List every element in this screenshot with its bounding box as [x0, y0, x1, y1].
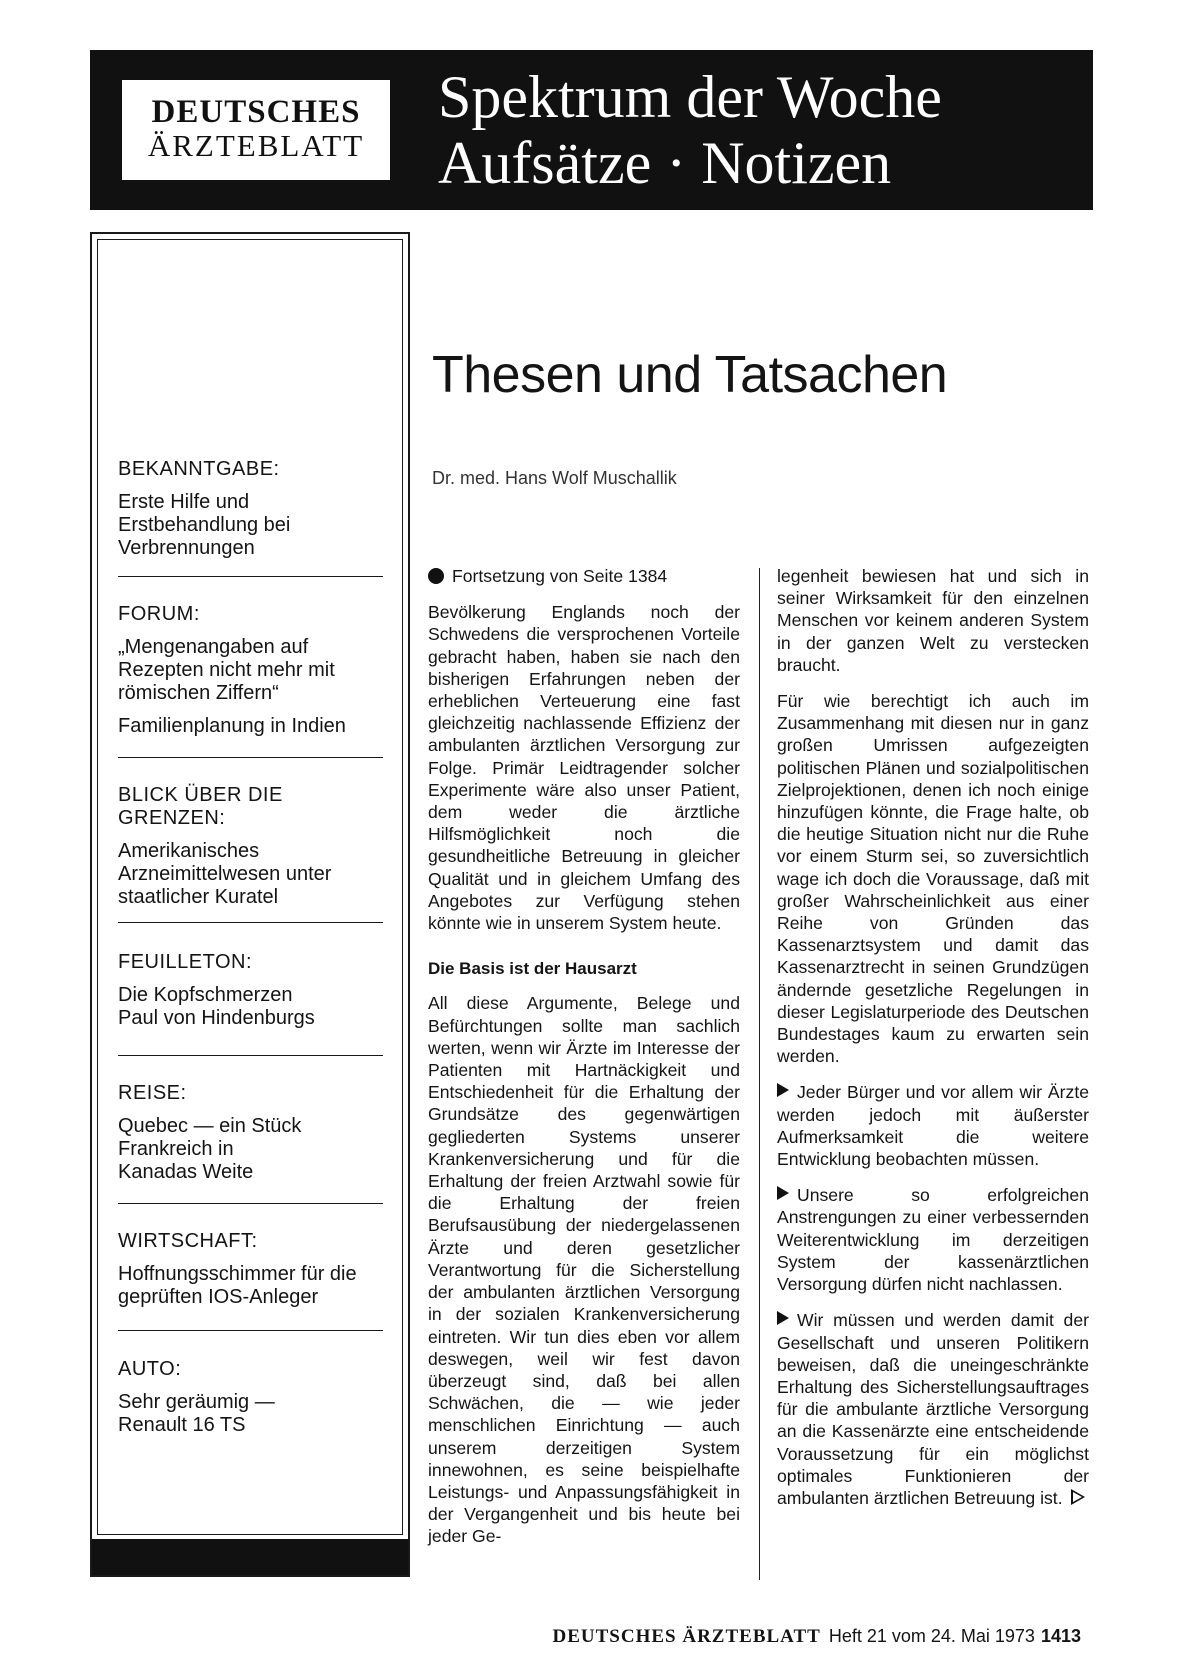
- sidebar-divider: [118, 1203, 383, 1204]
- article-paragraph: Für wie berechtigt ich auch im Zusammenhang mit diesen nur in ganz großen Umrissen aufgezeigten politischen Plänen und sozialpolitischen Zielprojektionen, denen ich noch einige hinzufügen könnte, die Frage halte, ob die heutige Situation nicht nur die Ruhe vor einem Sturm sei, so zuversichtlich wage ich doch die Voraussage, daß mit großer Wahrscheinlichkeit aus einer Reihe von Gründen das Kassenarztsystem und damit das Kassenarztrecht in seinen Grundzügen ändernde gesetzliche Regelungen in dieser Legislaturperiode des Deutschen Bundestages kaum zu erwarten sein werden.: [777, 691, 1089, 1067]
- logo-line-1: DEUTSCHES: [151, 94, 361, 130]
- section-title-line-1: Spektrum der Woche: [438, 64, 942, 130]
- sidebar-divider: [118, 922, 383, 923]
- bullet-paragraph: [777, 1081, 1089, 1170]
- sidebar-entry: Familienplanung in Indien: [118, 715, 346, 737]
- continuation-text: Fortsetzung von Seite 1384: [452, 566, 668, 586]
- sidebar-section-heading: BLICK ÜBER DIE GRENZEN:: [118, 784, 283, 829]
- sidebar-section-heading: AUTO:: [118, 1358, 182, 1380]
- sidebar-section-heading: REISE:: [118, 1082, 187, 1104]
- article-paragraph: Bevölkerung Englands noch der Schwedens die versprochenen Vorteile gebracht haben, haben sie nach den bisherigen Erfahrungen neben der erheblichen Verteuerung eine fast gleichzeitig nachlassende Effizienz der ambulanten ärztlichen Versorgung zur Folge. Primär Leidtragender solcher Experimente wäre also unser Patient, dem weder die ärztliche Hilfsmöglichkeit noch die gesundheitliche Betreuung in gleicher Qualität und in gleichem Umfang des Angebotes zur Verfügung stehen könnte wie in unserem System heute.: [428, 602, 740, 934]
- sidebar-entry: Hoffnungsschimmer für die geprüften IOS-Anleger: [118, 1263, 357, 1308]
- sidebar-section-heading: WIRTSCHAFT:: [118, 1230, 258, 1252]
- sidebar-entry: Die Kopfschmerzen Paul von Hindenburgs: [118, 984, 315, 1029]
- sidebar-entry: Quebec — ein Stück Frankreich in Kanadas Weite: [118, 1115, 302, 1183]
- end-of-article-icon: [1073, 1490, 1085, 1504]
- masthead: [90, 50, 1093, 210]
- logo-line-2: ÄRZTEBLATT: [147, 128, 365, 163]
- bullet-triangle-icon: [777, 1311, 789, 1325]
- bullet-triangle-icon: [777, 1186, 789, 1200]
- bullet-text: Unsere so erfolgreichen Anstrengungen zu einer verbessernden Weiterentwicklung im derzeitigen System der kassenärztlichen Versorgung dürfen nicht nachlassen.: [777, 1185, 1089, 1295]
- bullet-triangle-icon: [777, 1083, 789, 1097]
- footer-publication: DEUTSCHES ÄRZTEBLATT: [552, 1626, 821, 1647]
- sidebar-divider: [118, 576, 383, 577]
- article-column-right: [777, 565, 1089, 1523]
- sidebar-entry: Erste Hilfe und Erstbehandlung bei Verbrennungen: [118, 491, 291, 559]
- footer-issue: Heft 21 vom 24. Mai 1973: [828, 1626, 1035, 1646]
- sidebar-section: [118, 1358, 388, 1447]
- sidebar-section-heading: FORUM:: [118, 603, 200, 625]
- sidebar-divider: [118, 1330, 383, 1331]
- sidebar-entry: Sehr geräumig — Renault 16 TS: [118, 1391, 275, 1436]
- page-footer: [553, 1626, 1081, 1648]
- article-subheading: Die Basis ist der Hausarzt: [428, 959, 637, 979]
- sidebar-entry: Amerikanisches Arzneimittelwesen unter staatlicher Kuratel: [118, 840, 332, 908]
- section-title-line-2: Aufsätze · Notizen: [438, 130, 892, 196]
- bullet-dot-icon: [428, 568, 444, 584]
- sidebar-section: [118, 1230, 388, 1319]
- sidebar-divider: [118, 757, 383, 758]
- bullet-text: Jeder Bürger und vor allem wir Ärzte werden jedoch mit äußerster Aufmerksamkeit die weitere Entwicklung beobachten müssen.: [777, 1082, 1089, 1170]
- sidebar-divider: [118, 1055, 383, 1056]
- article-author: Dr. med. Hans Wolf Muschallik: [432, 468, 677, 488]
- sidebar-entry: „Mengenangaben auf Rezepten nicht mehr mit römischen Ziffern“: [118, 636, 335, 704]
- article-column-left: [428, 565, 740, 1562]
- publication-logo: [122, 80, 390, 180]
- continuation-note: [428, 565, 740, 587]
- article-paragraph: All diese Argumente, Belege und Befürchtungen sollte man sachlich werten, wenn wir Ärzte im Interesse der Patienten mit Hartnäckigkeit und Entschiedenheit für die Erhaltung der Grundsätze des gegenwärtigen gegliederten Systems unserer Krankenversicherung und für die Erhaltung der freien Arztwahl sowie für die Erhaltung der freien Berufsausübung der niedergelassenen Ärzte und deren gesetzlicher Verantwortung für die Sicherstellung der ambulanten ärztlichen Versorgung in der sozialen Krankenversicherung eintreten. Wir tun dies eben vor allem deswegen, weil wir fest davon überzeugt sind, daß bei allen Schwächen, die — wie jeder menschlichen Einrichtung — auch unserem derzeitigen System innewohnen, es seine beispielhafte Leistungs- und Anpassungsfähigkeit in der Vergangenheit und bis heute bei jeder Ge-: [428, 993, 740, 1547]
- sidebar-frame: [97, 239, 403, 1535]
- sidebar-section-heading: FEUILLETON:: [118, 951, 253, 973]
- bullet-text: Wir müssen und werden damit der Gesellschaft und unseren Politikern beweisen, daß die uneingeschränkte Erhaltung des Sicherstellungsauftrages für die ambulante ärztliche Versorgung an die Kassenärzte eine entscheidende Voraussetzung für ein möglichst optimales Funktionieren der ambulanten ärztlichen Betreuung ist.: [777, 1310, 1089, 1508]
- bullet-paragraph: [777, 1309, 1089, 1509]
- sidebar-footer-bar: [92, 1539, 408, 1575]
- contents-sidebar: [90, 232, 410, 1577]
- sidebar-section: [118, 1082, 388, 1194]
- section-title: [438, 64, 942, 196]
- page-number: 1413: [1040, 1626, 1081, 1646]
- sidebar-section: [118, 951, 388, 1040]
- article-title: Thesen und Tatsachen: [432, 346, 948, 404]
- sidebar-section: [118, 603, 388, 748]
- sidebar-section: [118, 458, 388, 570]
- article-paragraph: legenheit bewiesen hat und sich in seiner Wirksamkeit für den einzelnen Menschen vor keinem anderen System in der ganzen Welt zu verstecken braucht.: [777, 566, 1089, 675]
- column-divider: [759, 568, 760, 1580]
- sidebar-section: [118, 784, 388, 919]
- bullet-paragraph: [777, 1184, 1089, 1295]
- sidebar-section-heading: BEKANNTGABE:: [118, 458, 280, 480]
